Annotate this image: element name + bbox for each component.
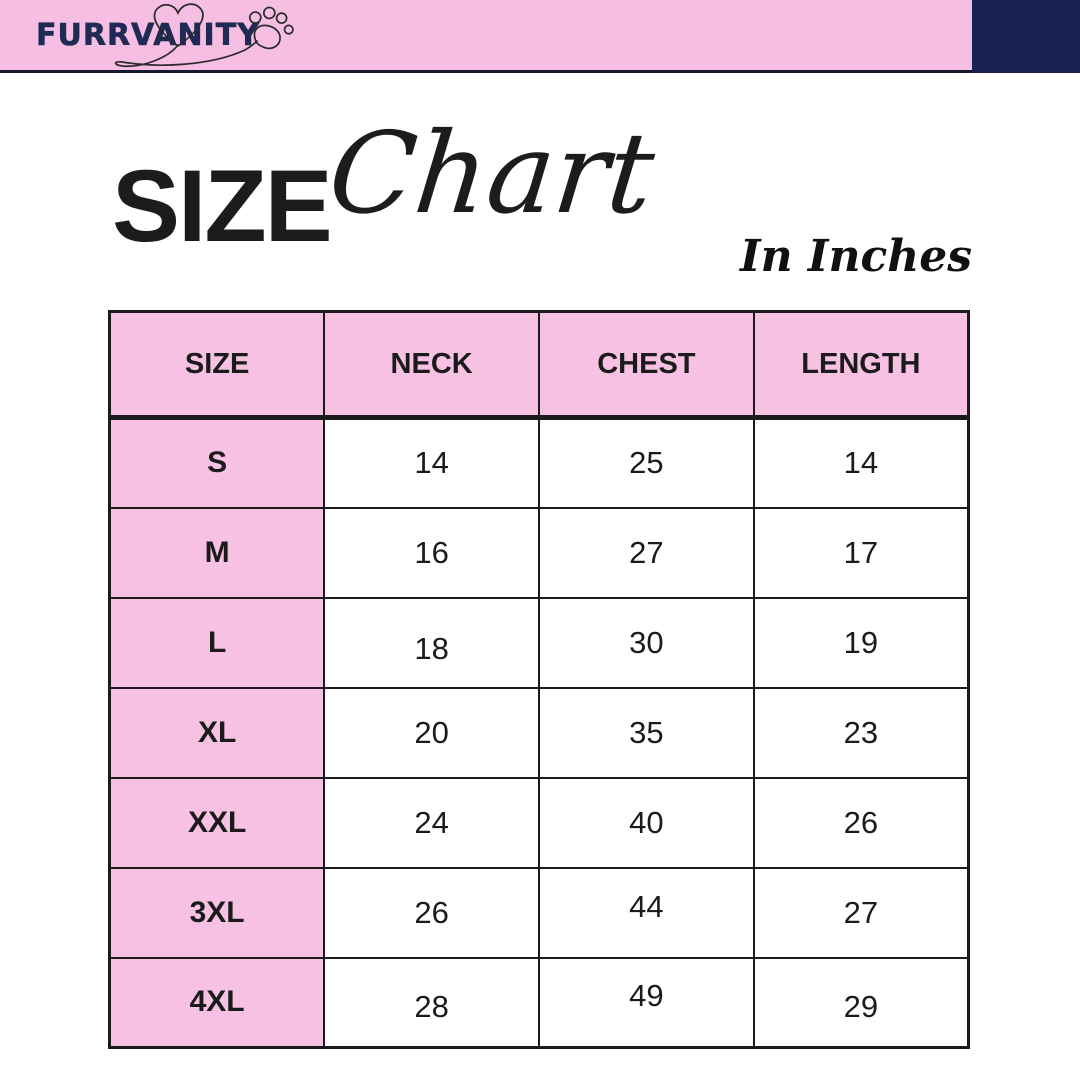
table-row <box>110 868 969 958</box>
chest-value-cell: 27 <box>539 508 754 598</box>
header-row <box>110 312 969 418</box>
table-row <box>110 598 969 688</box>
neck-value-cell: 26 <box>324 868 539 958</box>
neck-value-cell: 18 <box>324 598 539 688</box>
length-value-cell: 19 <box>754 598 969 688</box>
size-cell: L <box>110 598 325 688</box>
size-chart-table <box>108 310 970 1049</box>
length-value-cell: 29 <box>754 958 969 1048</box>
unit-label: In Inches <box>739 231 972 282</box>
table-row <box>110 508 969 598</box>
length-value-cell: 23 <box>754 688 969 778</box>
chest-value-cell: 35 <box>539 688 754 778</box>
title-area <box>0 73 1080 310</box>
brand-name: FURRVANITY <box>36 17 260 53</box>
chest-value-cell: 49 <box>539 958 754 1048</box>
chest-value-cell: 44 <box>539 868 754 958</box>
neck-value-cell: 24 <box>324 778 539 868</box>
column-header-neck: NECK <box>324 312 539 418</box>
brand-banner <box>0 0 1080 73</box>
size-cell: XXL <box>110 778 325 868</box>
corner-accent-block <box>972 0 1080 73</box>
size-cell: S <box>110 418 325 508</box>
length-value-cell: 17 <box>754 508 969 598</box>
table-row <box>110 958 969 1048</box>
chest-value-cell: 40 <box>539 778 754 868</box>
size-cell: 3XL <box>110 868 325 958</box>
chest-value-cell: 25 <box>539 418 754 508</box>
size-cell: M <box>110 508 325 598</box>
brand-logo <box>36 0 260 70</box>
page-title-chart: Chart <box>323 109 660 239</box>
length-value-cell: 26 <box>754 778 969 868</box>
column-header-chest: CHEST <box>539 312 754 418</box>
table-row <box>110 778 969 868</box>
length-value-cell: 14 <box>754 418 969 508</box>
page-title-size: SIZE <box>112 149 331 263</box>
size-cell: 4XL <box>110 958 325 1048</box>
chest-value-cell: 30 <box>539 598 754 688</box>
neck-value-cell: 28 <box>324 958 539 1048</box>
size-cell: XL <box>110 688 325 778</box>
column-header-size: SIZE <box>110 312 325 418</box>
neck-value-cell: 20 <box>324 688 539 778</box>
length-value-cell: 27 <box>754 868 969 958</box>
column-header-length: LENGTH <box>754 312 969 418</box>
table-row <box>110 688 969 778</box>
neck-value-cell: 14 <box>324 418 539 508</box>
neck-value-cell: 16 <box>324 508 539 598</box>
table-row <box>110 418 969 508</box>
